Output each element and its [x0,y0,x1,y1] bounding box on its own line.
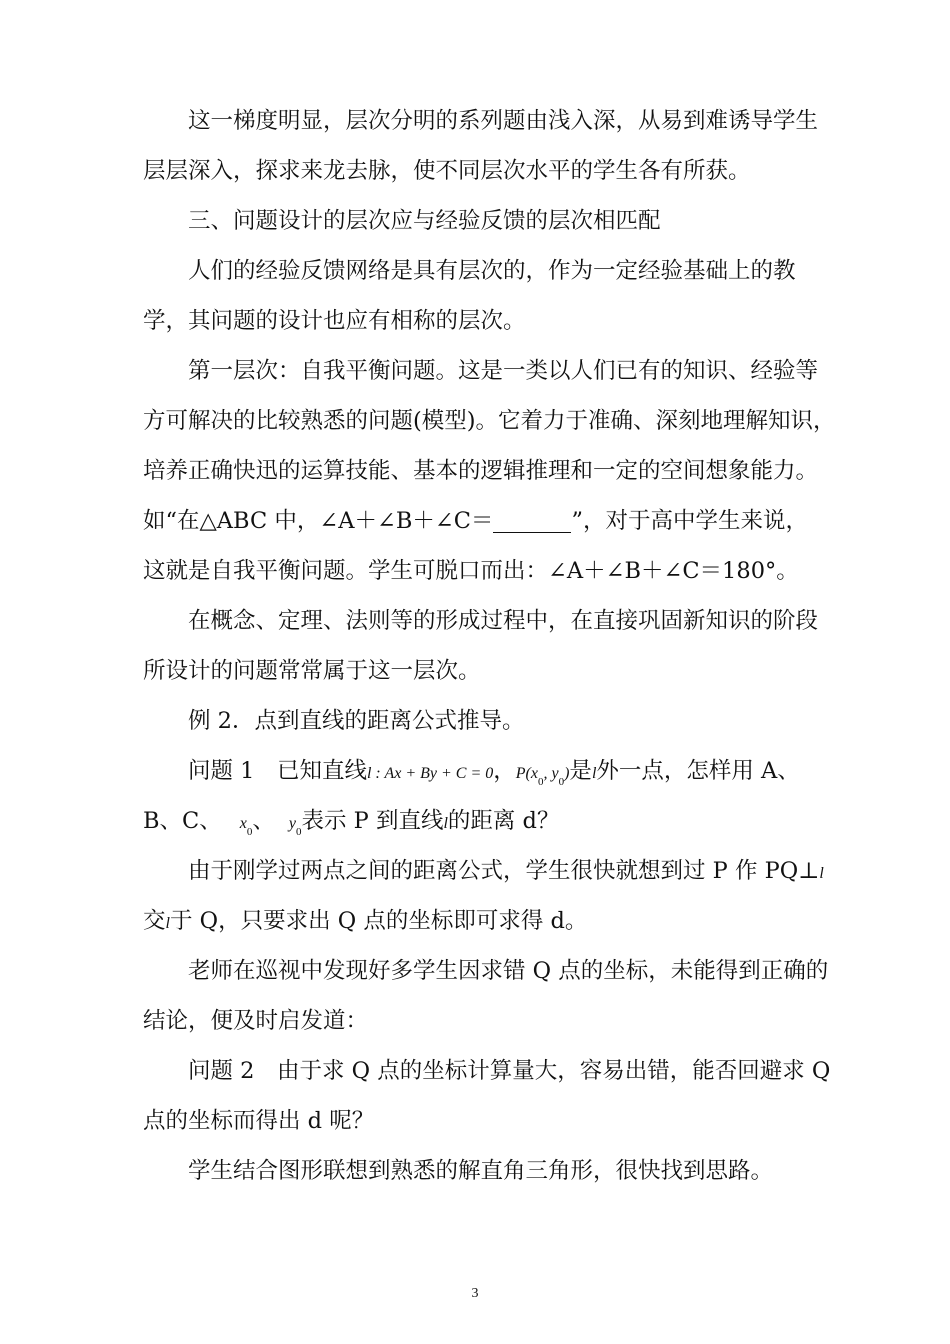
math-variable: x [239,815,247,832]
question-1-line-2 [143,806,823,847]
text-line: 层层深入，探求来龙去脉，使不同层次水平的学生各有所获。 [143,158,751,184]
text-fragment: 如“在△ABC 中，∠A＋∠B＋∠C＝ [143,508,494,534]
example-heading: 例 2．点到直线的距离公式推导。 [188,708,525,734]
text-line: 第一层次：自我平衡问题。这是一类以人们已有的知识、经验等 [188,358,819,384]
text-line: 学，其问题的设计也应有相称的层次。 [143,308,526,334]
text-line: 老师在巡视中发现好多学生因求错 Q 点的坐标，未能得到正确的 [188,958,829,984]
text-line: 所设计的问题常常属于这一层次。 [143,658,481,684]
question-1-line [188,756,868,797]
math-variable: l [591,765,597,782]
subscript: 0 [537,776,544,788]
section-heading: 三、问题设计的层次应与经验反馈的层次相匹配 [188,208,661,234]
text-fragment: 由于刚学过两点之间的距离公式，学生很快就想到过 P 作 PQ⊥ [188,858,820,884]
text-line-with-blank [143,506,823,536]
text-fragment: 问题 1 已知直线 [188,758,367,784]
math-fragment: ) [564,765,570,782]
text-line: 这就是自我平衡问题。学生可脱口而出：∠A＋∠B＋∠C＝180°。 [143,558,799,584]
text-fragment: 是 [569,758,592,784]
subscript: 0 [296,826,302,838]
math-variable: l [819,865,824,882]
subscript: 0 [558,776,565,788]
point-expression [515,765,570,788]
math-variable: y [288,815,296,832]
text-fragment: 的距离 d？ [447,808,560,834]
page-number: 3 [471,1286,479,1301]
text-fragment: 表示 P 到直线 [301,808,444,834]
text-line: 培养正确快迅的运算技能、基本的逻辑推理和一定的空间想象能力。 [143,458,819,484]
text-line: 点的坐标而得出 d 呢？ [143,1108,375,1134]
math-variable: l [443,815,448,832]
math-fragment: , y [543,765,559,782]
text-line: 方可解决的比较熟悉的问题(模型)。它着力于准确、深刻地理解知识， [143,408,836,434]
text-line: 结论，便及时启发道： [143,1008,369,1034]
text-line: 这一梯度明显，层次分明的系列题由浅入深，从易到难诱导学生 [188,108,819,134]
subscript: 0 [246,826,253,838]
text-line [188,856,868,889]
text-line [143,906,823,939]
fill-in-blank [493,510,571,533]
text-fragment: ， [493,758,516,784]
text-fragment: 交 [143,908,166,934]
line-equation: l : Ax + By + C = 0 [366,765,494,782]
text-fragment: 、 [252,808,275,834]
text-line: 在概念、定理、法则等的形成过程中，在直接巩固新知识的阶段 [188,608,819,634]
text-fragment: 外一点，怎样用 A、 [596,758,800,784]
question-2-line: 问题 2 由于求 Q 点的坐标计算量大，容易出错，能否回避求 Q [188,1058,831,1084]
text-fragment: 于 Q，只要求出 Q 点的坐标即可求得 d。 [169,908,588,934]
text-fragment: ”，对于高中学生来说， [571,508,808,534]
text-line: 人们的经验反馈网络是具有层次的，作为一定经验基础上的教 [188,258,796,284]
math-fragment: P(x [515,765,538,782]
text-line: 学生结合图形联想到熟悉的解直角三角形，很快找到思路。 [188,1158,774,1184]
text-fragment: B、C、 [143,808,222,834]
math-variable: l [165,915,170,932]
